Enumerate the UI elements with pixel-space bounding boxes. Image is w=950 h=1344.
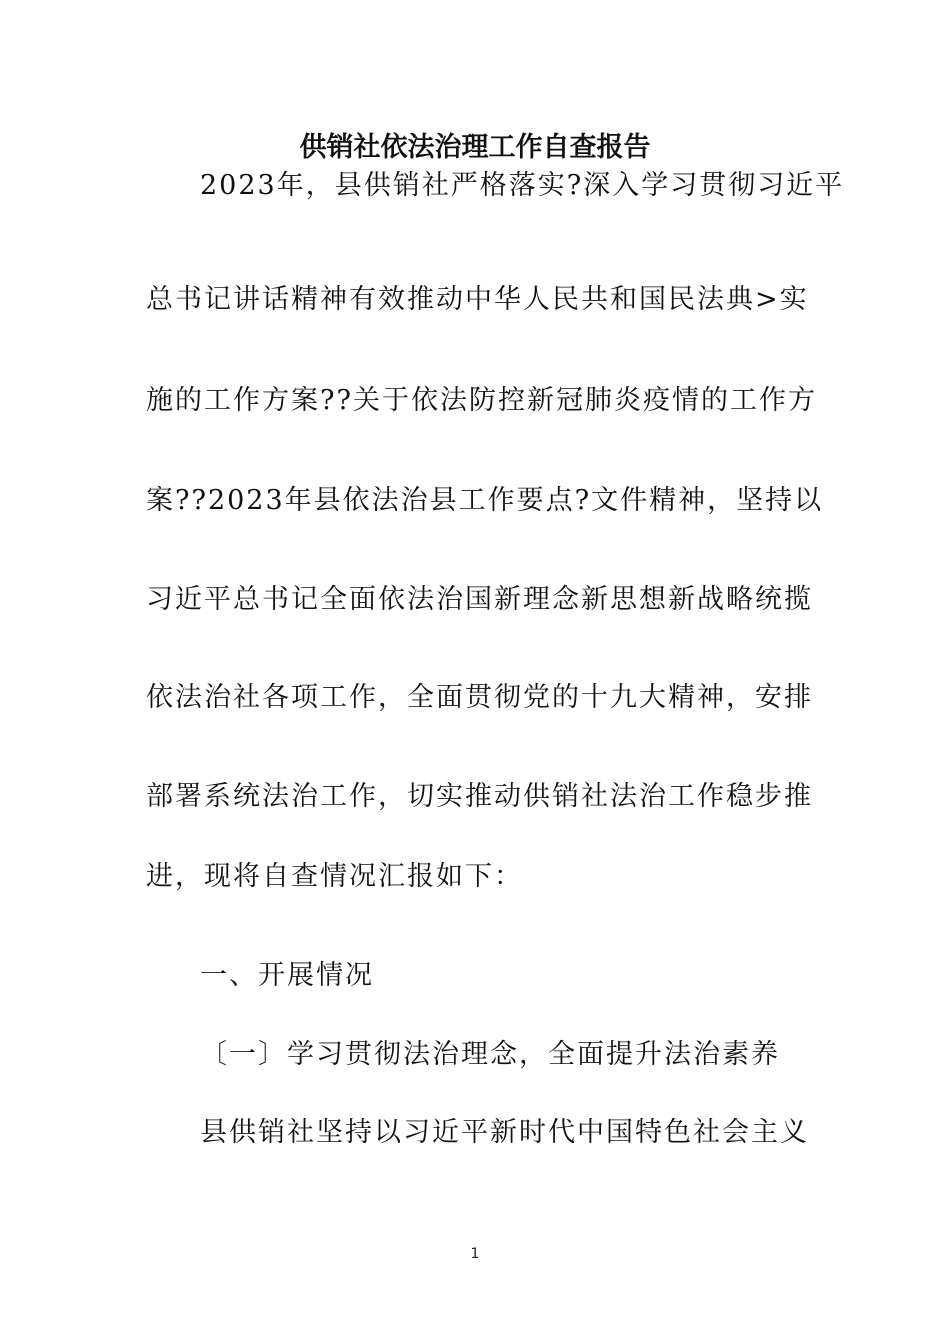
paragraph-line: 习近平总书记全面依法治国新理念新思想新战略统揽 bbox=[146, 584, 813, 615]
paragraph-line: 进，现将自查情况汇报如下： bbox=[146, 861, 523, 892]
paragraph-line: 案??2023年县依法治县工作要点?文件精神，坚持以 bbox=[146, 485, 824, 516]
page-number: 1 bbox=[470, 1246, 480, 1262]
subsection-heading: 〔一〕学习贯彻法治理念，全面提升法治素养 bbox=[200, 1039, 780, 1070]
paragraph-line: 总书记讲话精神有效推动中华人民共和国民法典>实 bbox=[146, 284, 809, 315]
paragraph-line: 依法治社各项工作，全面贯彻党的十九大精神，安排 bbox=[146, 682, 813, 713]
section-heading: 一、开展情况 bbox=[200, 960, 374, 991]
paragraph-line: 施的工作方案??关于依法防控新冠肺炎疫情的工作方 bbox=[146, 385, 817, 416]
paragraph-line: 部署系统法治工作，切实推动供销社法治工作稳步推 bbox=[146, 781, 813, 812]
paragraph-line: 2023年，县供销社严格落实?深入学习贯彻习近平 bbox=[200, 170, 845, 201]
paragraph-line: 县供销社坚持以习近平新时代中国特色社会主义 bbox=[200, 1117, 809, 1148]
document-title: 供销社依法治理工作自查报告 bbox=[299, 132, 651, 163]
